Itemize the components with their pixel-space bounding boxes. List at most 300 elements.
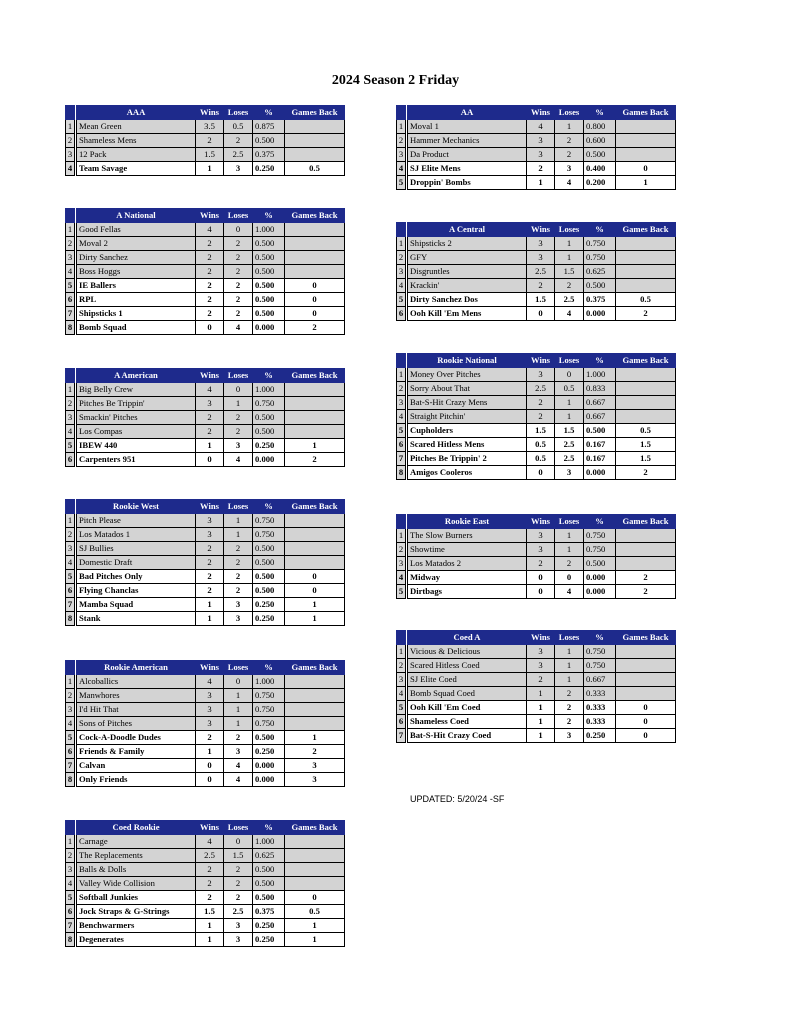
- standings-row: [397, 134, 676, 148]
- header-row: [397, 515, 676, 529]
- wins-cell: 1.5: [527, 293, 555, 307]
- team-name: SJ Elite Mens: [408, 162, 527, 176]
- header-row: [66, 500, 345, 514]
- division-name: A Central: [408, 223, 527, 237]
- loses-cell: 0.5: [224, 120, 253, 134]
- wins-cell: 1.5: [196, 148, 224, 162]
- wins-cell: 2: [196, 584, 224, 598]
- standings-row: [66, 717, 345, 731]
- team-name: Shameless Coed: [408, 715, 527, 729]
- wins-cell: 3: [196, 689, 224, 703]
- loses-cell: 2: [224, 877, 253, 891]
- games-back-cell: [285, 425, 345, 439]
- games-back-cell: 0: [616, 701, 676, 715]
- games-back-cell: 0: [616, 715, 676, 729]
- games-back-cell: [616, 659, 676, 673]
- standings-row: [397, 715, 676, 729]
- team-name: Moval 1: [408, 120, 527, 134]
- standings-row: [66, 542, 345, 556]
- games-back-cell: [285, 877, 345, 891]
- games-back-cell: 1: [616, 176, 676, 190]
- wins-cell: 2: [196, 556, 224, 570]
- games-back-cell: [285, 237, 345, 251]
- team-name: Dirty Sanchez: [77, 251, 196, 265]
- rank-cell: 6: [397, 307, 406, 321]
- standings-row: [66, 397, 345, 411]
- pct-cell: 0.000: [253, 759, 285, 773]
- loses-cell: 2: [224, 891, 253, 905]
- team-name: Showtime: [408, 543, 527, 557]
- loses-header: Loses: [224, 209, 253, 223]
- team-name: Domestic Draft: [77, 556, 196, 570]
- pct-cell: 0.750: [584, 237, 616, 251]
- header-row: [397, 354, 676, 368]
- pct-cell: 0.200: [584, 176, 616, 190]
- team-name: Dirty Sanchez Dos: [408, 293, 527, 307]
- wins-header: Wins: [527, 223, 555, 237]
- updated-note: UPDATED: 5/20/24 -SF: [410, 794, 505, 804]
- standings-row: [66, 514, 345, 528]
- pct-cell: 0.000: [584, 466, 616, 480]
- team-name: Mean Green: [77, 120, 196, 134]
- standings-row: [397, 729, 676, 743]
- wins-cell: 3: [527, 529, 555, 543]
- rank-cell: 1: [66, 120, 75, 134]
- team-name: Krackin': [408, 279, 527, 293]
- wins-header: Wins: [196, 500, 224, 514]
- pct-cell: 0.000: [584, 307, 616, 321]
- pct-cell: 0.625: [253, 849, 285, 863]
- games-back-header: Games Back: [616, 631, 676, 645]
- rank-header: [66, 369, 75, 383]
- loses-cell: 4: [555, 307, 584, 321]
- rank-cell: 4: [397, 571, 406, 585]
- team-name: Hammer Mechanics: [408, 134, 527, 148]
- team-name: Bad Pitches Only: [77, 570, 196, 584]
- loses-cell: 0: [555, 368, 584, 382]
- rank-cell: 5: [397, 701, 406, 715]
- rank-cell: 2: [397, 134, 406, 148]
- rank-cell: 5: [66, 570, 75, 584]
- games-back-cell: [616, 148, 676, 162]
- pct-cell: 0.375: [584, 293, 616, 307]
- pct-cell: 0.500: [253, 425, 285, 439]
- pct-cell: 0.167: [584, 452, 616, 466]
- standings-row: [397, 251, 676, 265]
- pct-header: %: [253, 106, 285, 120]
- loses-cell: 3: [224, 598, 253, 612]
- rank-header: [66, 209, 75, 223]
- loses-header: Loses: [555, 631, 584, 645]
- rank-cell: 1: [66, 383, 75, 397]
- division-name: A National: [77, 209, 196, 223]
- header-row: [66, 209, 345, 223]
- loses-cell: 1: [224, 514, 253, 528]
- standings-row: [397, 176, 676, 190]
- wins-cell: 2: [527, 673, 555, 687]
- team-name: Ooh Kill 'Em Mens: [408, 307, 527, 321]
- loses-cell: 1: [555, 396, 584, 410]
- games-back-cell: [616, 687, 676, 701]
- team-name: Balls & Dolls: [77, 863, 196, 877]
- rank-cell: 8: [66, 933, 75, 947]
- team-name: Sorry About That: [408, 382, 527, 396]
- loses-cell: 1: [555, 673, 584, 687]
- pct-cell: 0.500: [253, 279, 285, 293]
- rank-cell: 4: [397, 162, 406, 176]
- wins-cell: 3: [196, 717, 224, 731]
- games-back-cell: [285, 675, 345, 689]
- wins-header: Wins: [527, 354, 555, 368]
- loses-cell: 2: [224, 293, 253, 307]
- games-back-cell: 1: [285, 439, 345, 453]
- rank-cell: 7: [66, 307, 75, 321]
- games-back-cell: [616, 645, 676, 659]
- team-name: Pitch Please: [77, 514, 196, 528]
- team-name: Sons of Pitches: [77, 717, 196, 731]
- standings-row: [66, 279, 345, 293]
- division-table-rookie-national: [396, 353, 676, 480]
- rank-cell: 3: [66, 542, 75, 556]
- team-name: Cock-A-Doodle Dudes: [77, 731, 196, 745]
- rank-cell: 1: [397, 120, 406, 134]
- standings-row: [66, 933, 345, 947]
- wins-cell: 1: [527, 701, 555, 715]
- wins-cell: 0: [527, 585, 555, 599]
- wins-cell: 0: [527, 571, 555, 585]
- wins-cell: 4: [196, 223, 224, 237]
- games-back-cell: [285, 849, 345, 863]
- games-back-cell: [285, 542, 345, 556]
- loses-cell: 1: [555, 645, 584, 659]
- standings-row: [66, 689, 345, 703]
- wins-cell: 4: [527, 120, 555, 134]
- loses-cell: 0: [224, 383, 253, 397]
- games-back-cell: 2: [616, 585, 676, 599]
- games-back-header: Games Back: [616, 106, 676, 120]
- loses-cell: 1.5: [555, 424, 584, 438]
- team-name: Bomb Squad: [77, 321, 196, 335]
- games-back-cell: [285, 556, 345, 570]
- wins-cell: 2: [527, 410, 555, 424]
- rank-cell: 3: [397, 673, 406, 687]
- loses-cell: 2: [555, 687, 584, 701]
- rank-cell: 5: [66, 279, 75, 293]
- pct-cell: 0.250: [253, 598, 285, 612]
- rank-cell: 2: [66, 237, 75, 251]
- rank-cell: 5: [397, 293, 406, 307]
- wins-cell: 1: [196, 919, 224, 933]
- wins-header: Wins: [196, 369, 224, 383]
- wins-header: Wins: [196, 106, 224, 120]
- division-table-rookie-east: [396, 514, 676, 599]
- pct-cell: 0.750: [253, 717, 285, 731]
- standings-row: [66, 307, 345, 321]
- rank-cell: 2: [66, 849, 75, 863]
- pct-header: %: [584, 106, 616, 120]
- page-title: 2024 Season 2 Friday: [331, 73, 460, 88]
- header-row: [66, 369, 345, 383]
- games-back-cell: [285, 863, 345, 877]
- team-name: 12 Pack: [77, 148, 196, 162]
- rank-cell: 8: [66, 612, 75, 626]
- loses-cell: 1: [224, 397, 253, 411]
- games-back-cell: 1: [285, 612, 345, 626]
- loses-cell: 2: [555, 148, 584, 162]
- loses-cell: 1: [224, 528, 253, 542]
- team-name: Good Fellas: [77, 223, 196, 237]
- games-back-cell: 0: [616, 162, 676, 176]
- pct-cell: 0.500: [253, 251, 285, 265]
- pct-header: %: [253, 821, 285, 835]
- team-name: RPL: [77, 293, 196, 307]
- standings-row: [397, 237, 676, 251]
- loses-header: Loses: [555, 515, 584, 529]
- rank-cell: 4: [66, 556, 75, 570]
- wins-cell: 2: [196, 237, 224, 251]
- team-name: Dirtbags: [408, 585, 527, 599]
- games-back-cell: [285, 411, 345, 425]
- pct-cell: 0.250: [253, 933, 285, 947]
- rank-header: [397, 515, 406, 529]
- loses-cell: 2: [224, 251, 253, 265]
- games-back-cell: [616, 529, 676, 543]
- team-name: Disgruntles: [408, 265, 527, 279]
- team-name: GFY: [408, 251, 527, 265]
- pct-cell: 1.000: [253, 383, 285, 397]
- team-name: Degenerates: [77, 933, 196, 947]
- rank-cell: 1: [66, 835, 75, 849]
- standings-row: [397, 410, 676, 424]
- pct-cell: 0.833: [584, 382, 616, 396]
- loses-cell: 2: [224, 731, 253, 745]
- team-name: Amigos Cooleros: [408, 466, 527, 480]
- wins-header: Wins: [527, 631, 555, 645]
- pct-cell: 0.000: [584, 585, 616, 599]
- games-back-cell: 2: [285, 321, 345, 335]
- rank-cell: 3: [397, 557, 406, 571]
- loses-cell: 2: [224, 307, 253, 321]
- loses-header: Loses: [224, 106, 253, 120]
- loses-cell: 2: [555, 701, 584, 715]
- standings-row: [397, 382, 676, 396]
- rank-cell: 3: [66, 251, 75, 265]
- pct-cell: 0.500: [253, 891, 285, 905]
- pct-cell: 0.250: [253, 439, 285, 453]
- pct-cell: 0.500: [584, 557, 616, 571]
- standings-row: [397, 687, 676, 701]
- rank-cell: 1: [397, 237, 406, 251]
- team-name: Shameless Mens: [77, 134, 196, 148]
- games-back-cell: 1.5: [616, 452, 676, 466]
- division-table-coed-rookie: [65, 820, 345, 947]
- pct-cell: 0.500: [253, 265, 285, 279]
- wins-cell: 2: [196, 279, 224, 293]
- games-back-cell: 0: [285, 293, 345, 307]
- pct-header: %: [584, 631, 616, 645]
- standings-row: [397, 293, 676, 307]
- standings-row: [397, 162, 676, 176]
- wins-header: Wins: [196, 661, 224, 675]
- pct-cell: 0.000: [584, 571, 616, 585]
- division-name: Rookie American: [77, 661, 196, 675]
- rank-header: [66, 821, 75, 835]
- pct-cell: 0.875: [253, 120, 285, 134]
- pct-cell: 0.400: [584, 162, 616, 176]
- team-name: SJ Elite Coed: [408, 673, 527, 687]
- team-name: Straight Pitchin': [408, 410, 527, 424]
- wins-cell: 2: [196, 411, 224, 425]
- standings-row: [397, 452, 676, 466]
- wins-cell: 4: [196, 675, 224, 689]
- wins-cell: 2: [196, 134, 224, 148]
- games-back-cell: 0: [285, 570, 345, 584]
- rank-cell: 2: [66, 134, 75, 148]
- team-name: Benchwarmers: [77, 919, 196, 933]
- pct-cell: 1.000: [584, 368, 616, 382]
- rank-cell: 4: [66, 877, 75, 891]
- pct-cell: 0.500: [253, 307, 285, 321]
- pct-cell: 0.500: [584, 424, 616, 438]
- team-name: IE Ballers: [77, 279, 196, 293]
- rank-cell: 5: [66, 731, 75, 745]
- wins-header: Wins: [196, 821, 224, 835]
- rank-cell: 2: [397, 543, 406, 557]
- rank-cell: 5: [397, 585, 406, 599]
- wins-cell: 3: [196, 528, 224, 542]
- pct-cell: 1.000: [253, 835, 285, 849]
- loses-cell: 2: [555, 134, 584, 148]
- standings-row: [66, 251, 345, 265]
- team-name: Calvan: [77, 759, 196, 773]
- loses-cell: 1: [224, 689, 253, 703]
- loses-cell: 4: [555, 176, 584, 190]
- team-name: Mamba Squad: [77, 598, 196, 612]
- rank-cell: 6: [66, 293, 75, 307]
- games-back-cell: [285, 383, 345, 397]
- pct-cell: 0.500: [253, 584, 285, 598]
- pct-cell: 0.750: [584, 251, 616, 265]
- wins-cell: 3: [527, 645, 555, 659]
- team-name: Softball Junkies: [77, 891, 196, 905]
- games-back-cell: [285, 251, 345, 265]
- loses-cell: 2: [224, 134, 253, 148]
- standings-row: [66, 612, 345, 626]
- standings-row: [66, 835, 345, 849]
- team-name: Jock Straps & G-Strings: [77, 905, 196, 919]
- rank-cell: 4: [66, 425, 75, 439]
- pct-cell: 0.500: [253, 411, 285, 425]
- loses-cell: 1: [555, 659, 584, 673]
- loses-cell: 1.5: [224, 849, 253, 863]
- loses-cell: 1: [224, 703, 253, 717]
- loses-cell: 2.5: [555, 293, 584, 307]
- team-name: Bat-S-Hit Crazy Mens: [408, 396, 527, 410]
- standings-row: [66, 134, 345, 148]
- games-back-header: Games Back: [285, 209, 345, 223]
- standings-row: [397, 368, 676, 382]
- header-row: [397, 106, 676, 120]
- rank-cell: 5: [66, 439, 75, 453]
- team-name: Pitches Be Trippin': [77, 397, 196, 411]
- rank-cell: 6: [397, 715, 406, 729]
- loses-cell: 4: [224, 321, 253, 335]
- division-name: Coed A: [408, 631, 527, 645]
- games-back-cell: [616, 673, 676, 687]
- loses-cell: 1: [224, 717, 253, 731]
- standings-row: [397, 424, 676, 438]
- games-back-cell: [616, 396, 676, 410]
- team-name: I'd Hit That: [77, 703, 196, 717]
- wins-cell: 4: [196, 383, 224, 397]
- games-back-cell: [285, 265, 345, 279]
- loses-cell: 2: [224, 570, 253, 584]
- pct-cell: 0.500: [253, 556, 285, 570]
- pct-header: %: [253, 369, 285, 383]
- games-back-cell: [285, 703, 345, 717]
- standings-row: [66, 745, 345, 759]
- standings-row: [397, 307, 676, 321]
- team-name: Alcoballics: [77, 675, 196, 689]
- team-name: Big Belly Crew: [77, 383, 196, 397]
- games-back-cell: [285, 397, 345, 411]
- wins-cell: 2.5: [527, 265, 555, 279]
- games-back-cell: [285, 835, 345, 849]
- rank-cell: 1: [66, 223, 75, 237]
- team-name: The Replacements: [77, 849, 196, 863]
- wins-cell: 2.5: [196, 849, 224, 863]
- loses-cell: 4: [224, 773, 253, 787]
- wins-cell: 3: [196, 397, 224, 411]
- games-back-cell: 0.5: [285, 905, 345, 919]
- division-name: AAA: [77, 106, 196, 120]
- games-back-cell: [616, 382, 676, 396]
- wins-header: Wins: [527, 106, 555, 120]
- wins-cell: 2.5: [527, 382, 555, 396]
- wins-cell: 3: [527, 251, 555, 265]
- wins-header: Wins: [527, 515, 555, 529]
- rank-cell: 8: [66, 773, 75, 787]
- team-name: Moval 2: [77, 237, 196, 251]
- pct-cell: 0.500: [253, 293, 285, 307]
- loses-cell: 2: [224, 237, 253, 251]
- team-name: Smackin' Pitches: [77, 411, 196, 425]
- games-back-cell: 2: [616, 571, 676, 585]
- games-back-cell: 1: [285, 598, 345, 612]
- games-back-header: Games Back: [285, 821, 345, 835]
- rank-cell: 5: [66, 891, 75, 905]
- pct-cell: 0.000: [253, 773, 285, 787]
- games-back-cell: [285, 528, 345, 542]
- games-back-cell: [616, 265, 676, 279]
- rank-cell: 3: [66, 148, 75, 162]
- wins-cell: 0.5: [527, 452, 555, 466]
- games-back-header: Games Back: [285, 500, 345, 514]
- team-name: Scared Hitless Mens: [408, 438, 527, 452]
- header-row: [66, 106, 345, 120]
- loses-cell: 2: [224, 584, 253, 598]
- team-name: Only Friends: [77, 773, 196, 787]
- loses-cell: 1: [555, 410, 584, 424]
- standings-row: [66, 877, 345, 891]
- loses-cell: 4: [555, 585, 584, 599]
- wins-cell: 3: [527, 368, 555, 382]
- division-name: AA: [408, 106, 527, 120]
- loses-cell: 3: [224, 162, 253, 176]
- standings-row: [66, 570, 345, 584]
- loses-cell: 2: [555, 557, 584, 571]
- loses-cell: 0.5: [555, 382, 584, 396]
